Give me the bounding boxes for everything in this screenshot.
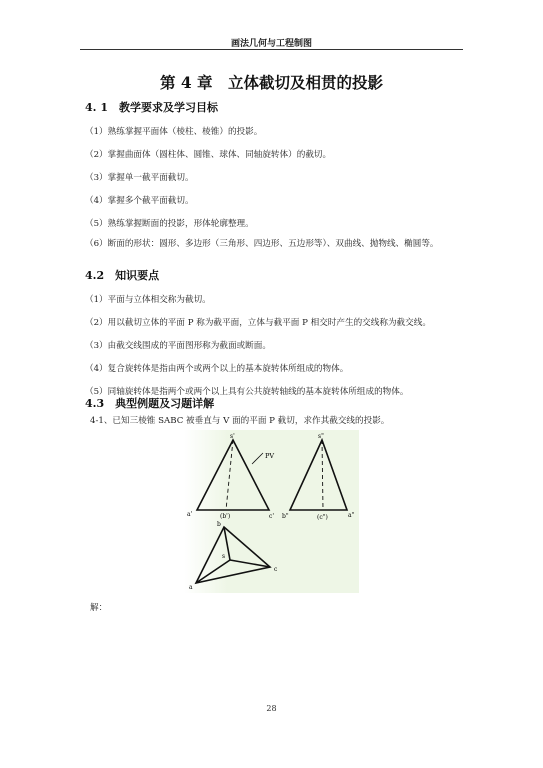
label-c-prime: c': [269, 513, 275, 520]
list-item: （3）掌握单一截平面截切。: [85, 173, 194, 183]
label-s-double-prime: s": [318, 433, 324, 440]
list-item: （1）熟练掌握平面体（棱柱、棱锥）的投影。: [85, 127, 263, 137]
list-item: （4）掌握多个截平面截切。: [85, 196, 194, 206]
list-item: （1）平面与立体相交称为截切。: [85, 295, 211, 305]
list-item: （2）掌握曲面体（圆柱体、圆锥、球体、同轴旋转体）的截切。: [85, 150, 332, 160]
label-b-prime: (b'): [220, 513, 231, 520]
header-rule: [80, 49, 463, 50]
list-item: （5）熟练掌握断面的投影，形体轮廓整理。: [85, 219, 254, 229]
list-item: （2）用以截切立体的平面 P 称为截平面，立体与截平面 P 相交时产生的交线称为截交线。: [85, 318, 431, 328]
label-c: c: [274, 566, 278, 573]
list-item: （5）同轴旋转体是指两个或两个以上具有公共旋转轴线的基本旋转体所组成的物体。: [85, 387, 409, 397]
label-b-double-prime: b": [282, 513, 289, 520]
label-c-double-prime: (c"): [317, 514, 328, 521]
section-heading-4-1: 4. 1 教学要求及学习目标: [85, 101, 218, 114]
pyramid-section-figure: [184, 430, 359, 593]
section-heading-4-2: 4.2 知识要点: [85, 269, 160, 282]
list-item: （3）由截交线围成的平面图形称为截面或断面。: [85, 341, 271, 351]
label-pv: PV: [265, 452, 275, 460]
answer-label: 解：: [90, 603, 108, 613]
label-a-prime: a': [187, 511, 193, 518]
section-heading-4-3: 4.3 典型例题及习题详解: [85, 397, 215, 410]
label-a: a: [189, 584, 193, 591]
chapter-title: 第 4 章 立体截切及相贯的投影: [159, 73, 384, 92]
label-s: s: [222, 553, 226, 560]
page-number: 28: [266, 704, 277, 713]
running-header: 画法几何与工程制图: [230, 39, 312, 49]
label-a-double-prime: a": [348, 512, 355, 519]
list-item: （4）复合旋转体是指由两个或两个以上的基本旋转体所组成的物体。: [85, 364, 349, 374]
problem-text: 4-1、已知三棱锥 SABC 被垂直与 V 面的平面 P 截切，求作其截交线的投影。: [90, 416, 390, 426]
label-b: b: [217, 521, 221, 528]
label-s-prime: s': [230, 433, 235, 440]
list-item: （6）断面的形状：圆形、多边形（三角形、四边形、五边形等）、双曲线、抛物线、椭圆等。: [85, 239, 439, 249]
